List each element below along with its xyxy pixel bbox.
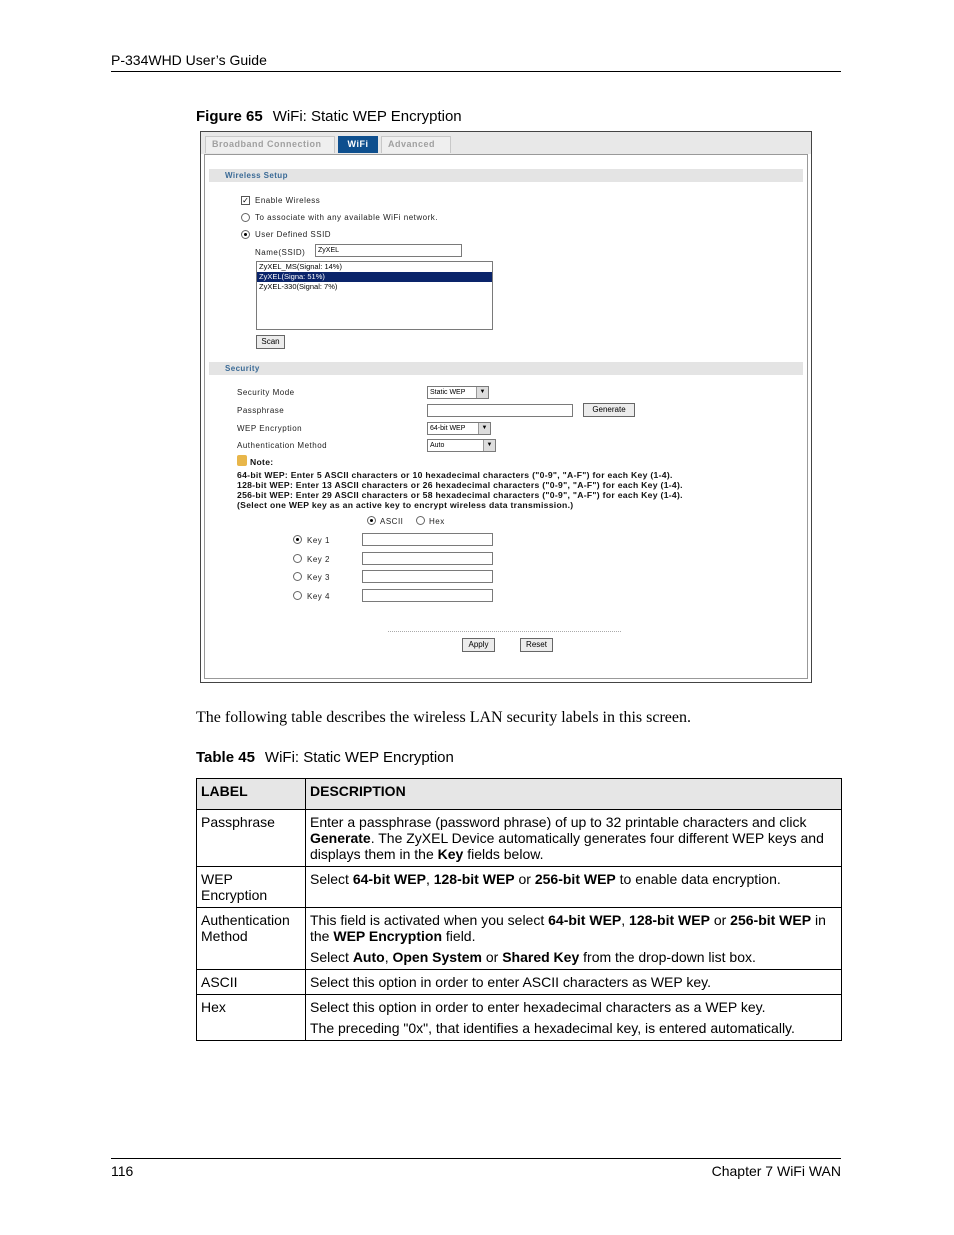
row-label: WEP Encryption bbox=[197, 867, 306, 908]
ssid-name-input[interactable]: ZyXEL bbox=[315, 244, 462, 257]
note-line: 128-bit WEP: Enter 13 ASCII characters or 26 hexadecimal characters ("0-9", "A-F") for each Key (1-4). bbox=[237, 480, 683, 490]
key-2-input[interactable] bbox=[362, 552, 493, 565]
key-3-input[interactable] bbox=[362, 570, 493, 583]
row-description: Select 64-bit WEP, 128-bit WEP or 256-bit WEP to enable data encryption. bbox=[306, 867, 842, 908]
table-header-row bbox=[197, 779, 842, 810]
generate-button[interactable]: Generate bbox=[583, 403, 635, 417]
wep-encryption-label: WEP Encryption bbox=[237, 424, 303, 433]
passphrase-label: Passphrase bbox=[237, 406, 285, 415]
hex-radio[interactable] bbox=[416, 516, 425, 525]
wep-encryption-select[interactable] bbox=[427, 422, 491, 435]
figure-label: Figure 65 bbox=[196, 108, 263, 125]
row-description: Select this option in order to enter hexadecimal characters as a WEP key. The preceding "0x", that identifies a hexadecimal key, is entered automatically. bbox=[306, 995, 842, 1041]
user-defined-ssid-radio[interactable] bbox=[241, 230, 250, 239]
row-label: Hex bbox=[197, 995, 306, 1041]
figure-caption bbox=[196, 108, 462, 125]
key-1-radio[interactable] bbox=[293, 535, 302, 544]
tab-bar bbox=[201, 132, 811, 154]
table-row bbox=[197, 867, 842, 908]
table-title: WiFi: Static WEP Encryption bbox=[264, 749, 454, 766]
table-caption bbox=[196, 749, 454, 766]
key-3-label: Key 3 bbox=[307, 573, 330, 582]
table-row bbox=[197, 908, 842, 970]
scan-button[interactable]: Scan bbox=[256, 335, 285, 349]
header-rule bbox=[111, 71, 841, 72]
auth-method-label: Authentication Method bbox=[237, 441, 328, 450]
key-4-label: Key 4 bbox=[307, 592, 330, 601]
page-number: 116 bbox=[111, 1163, 134, 1179]
table-row bbox=[197, 970, 842, 995]
reset-button[interactable]: Reset bbox=[520, 638, 553, 652]
note-line: (Select one WEP key as an active key to encrypt wireless data transmission.) bbox=[237, 500, 574, 510]
security-mode-select[interactable] bbox=[427, 386, 489, 399]
row-label: Passphrase bbox=[197, 810, 306, 867]
row-description: Select this option in order to enter ASCII characters as WEP key. bbox=[306, 970, 842, 995]
hex-label: Hex bbox=[429, 517, 445, 526]
divider bbox=[388, 631, 621, 632]
running-header: P-334WHD User’s Guide bbox=[111, 52, 267, 68]
note-line: 256-bit WEP: Enter 29 ASCII characters or 58 hexadecimal characters ("0-9", "A-F") for each Key (1-4). bbox=[237, 490, 683, 500]
table-row bbox=[197, 810, 842, 867]
security-mode-label: Security Mode bbox=[237, 388, 295, 397]
network-list-item[interactable]: ZyXEL-330(Signal: 7%) bbox=[259, 282, 338, 291]
associate-any-label: To associate with any available WiFi network. bbox=[255, 213, 439, 222]
network-list-item[interactable]: ZyXEL_MS(Signal: 14%) bbox=[259, 262, 342, 271]
intro-paragraph: The following table describes the wireless LAN security labels in this screen. bbox=[196, 709, 691, 726]
chapter-title: Chapter 7 WiFi WAN bbox=[711, 1163, 841, 1179]
router-screenshot bbox=[200, 131, 812, 683]
settings-panel bbox=[204, 154, 808, 679]
key-1-label: Key 1 bbox=[307, 536, 330, 545]
wep-encryption-value: 64-bit WEP bbox=[430, 425, 466, 432]
ssid-name-label: Name(SSID) bbox=[255, 248, 306, 257]
associate-any-radio[interactable] bbox=[241, 213, 250, 222]
enable-wireless-checkbox[interactable]: ✓ bbox=[242, 196, 249, 205]
tab-advanced[interactable]: Advanced bbox=[381, 136, 451, 153]
key-2-radio[interactable] bbox=[293, 554, 302, 563]
description-table bbox=[196, 778, 842, 1041]
row-label: Authentication Method bbox=[197, 908, 306, 970]
note-label: Note: bbox=[250, 457, 274, 467]
dropdown-arrow-icon: ▼ bbox=[483, 440, 495, 451]
auth-method-value: Auto bbox=[430, 442, 445, 449]
security-mode-value: Static WEP bbox=[430, 389, 466, 396]
ascii-radio[interactable] bbox=[367, 516, 376, 525]
dropdown-arrow-icon: ▼ bbox=[476, 387, 488, 398]
enable-wireless-label: Enable Wireless bbox=[255, 196, 321, 205]
key-4-input[interactable] bbox=[362, 589, 493, 602]
auth-method-select[interactable] bbox=[427, 439, 496, 452]
dropdown-arrow-icon: ▼ bbox=[478, 423, 490, 434]
security-heading: Security bbox=[209, 362, 803, 375]
row-label: ASCII bbox=[197, 970, 306, 995]
note-icon bbox=[237, 455, 247, 466]
col-label-header: LABEL bbox=[197, 779, 306, 810]
col-description-header: DESCRIPTION bbox=[306, 779, 842, 810]
key-4-radio[interactable] bbox=[293, 591, 302, 600]
wireless-setup-heading: Wireless Setup bbox=[209, 169, 803, 182]
tab-broadband-connection[interactable]: Broadband Connection bbox=[205, 136, 335, 153]
key-3-radio[interactable] bbox=[293, 572, 302, 581]
note-line: 64-bit WEP: Enter 5 ASCII characters or 10 hexadecimal characters ("0-9", "A-F") for each Key (1-4). bbox=[237, 470, 673, 480]
tab-wifi[interactable]: WiFi bbox=[338, 136, 378, 153]
ascii-label: ASCII bbox=[380, 517, 404, 526]
apply-button[interactable]: Apply bbox=[462, 638, 495, 652]
footer-rule bbox=[111, 1158, 841, 1159]
row-description: Enter a passphrase (password phrase) of up to 32 printable characters and click Generate. The ZyXEL Device automatically generates four different WEP keys and displays them in the Key fields below. bbox=[306, 810, 842, 867]
table-row bbox=[197, 995, 842, 1041]
network-list-item-selected[interactable]: ZyXEL(Signa: 51%) bbox=[257, 272, 492, 282]
key-2-label: Key 2 bbox=[307, 555, 330, 564]
key-1-input[interactable] bbox=[362, 533, 493, 546]
figure-title: WiFi: Static WEP Encryption bbox=[272, 108, 462, 125]
network-listbox[interactable] bbox=[256, 261, 493, 330]
table-label: Table 45 bbox=[196, 749, 255, 766]
user-defined-ssid-label: User Defined SSID bbox=[255, 230, 332, 239]
row-description: This field is activated when you select 64-bit WEP, 128-bit WEP or 256-bit WEP in the WEP Encryption field. Select Auto, Open System or Shared Key from the drop-down list box. bbox=[306, 908, 842, 970]
passphrase-input[interactable] bbox=[427, 404, 573, 417]
